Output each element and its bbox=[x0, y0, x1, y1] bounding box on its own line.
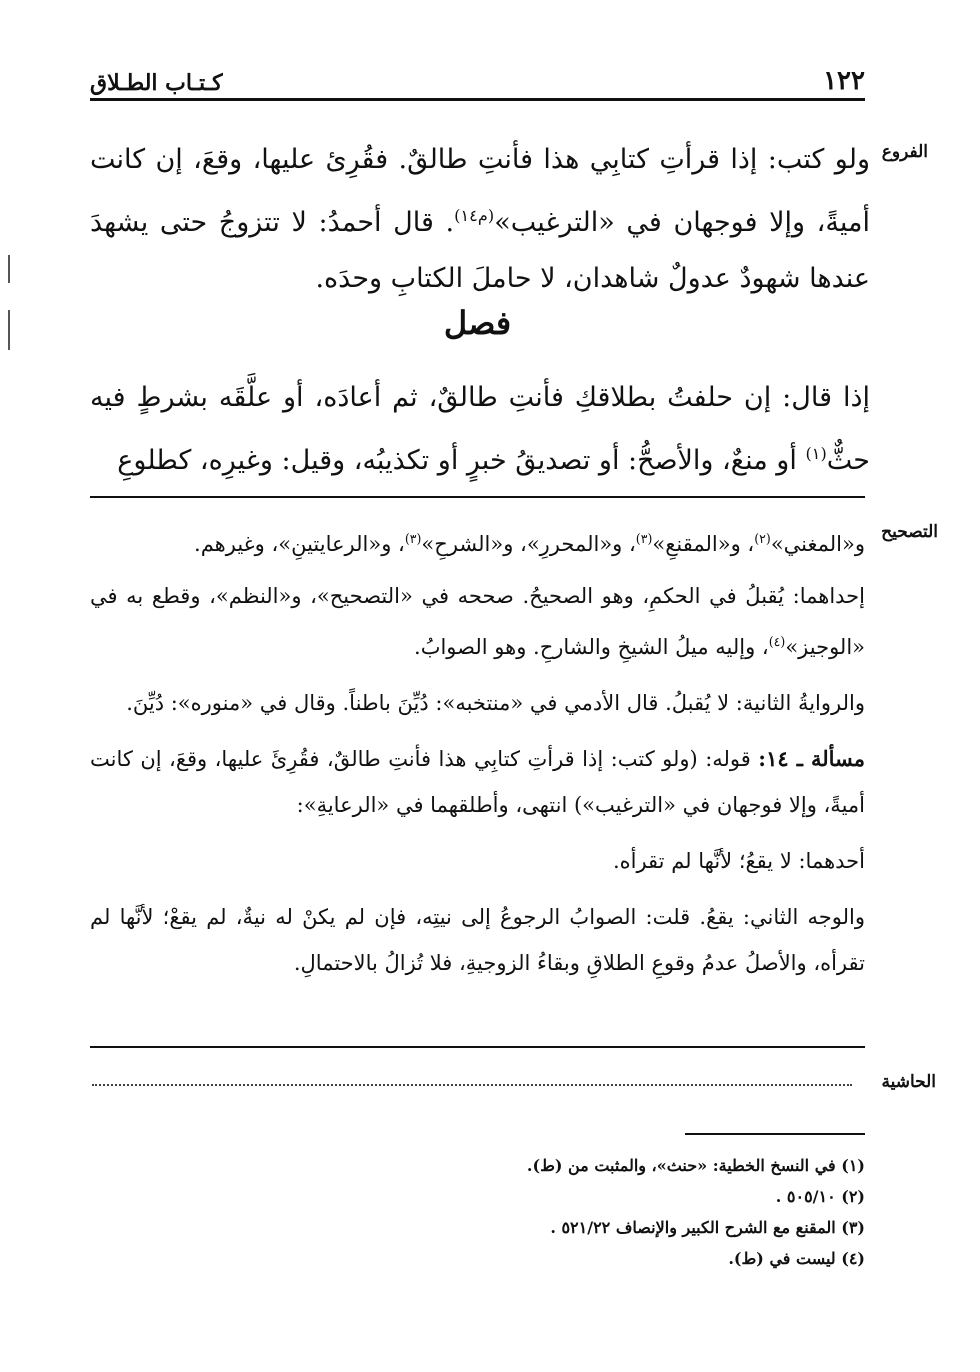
footnote-2: (٢) ٥٠٥/١٠ . bbox=[775, 1187, 865, 1206]
scan-edge-mark bbox=[8, 310, 10, 350]
section-divider bbox=[90, 496, 865, 498]
tashih-line-1-end: ، و«الرعايتينِ»، وغيرهم. bbox=[194, 532, 405, 556]
tashih-line-1-mid-2: ، و«المحررِ»، و«الشرحِ» bbox=[421, 532, 636, 556]
tashih-paragraph-2-end: ، وإليه ميلُ الشيخِ والشارحِ. وهو الصوابُ. bbox=[414, 635, 769, 659]
footnote-1: (١) في النسخ الخطية: «حنث»، والمثبت من (ط). bbox=[526, 1156, 865, 1175]
tashih-paragraph-2 bbox=[90, 573, 865, 670]
tashih-paragraph-5: أحدهما: لا يقعُ؛ لأنَّها لم تقرأه. bbox=[612, 849, 865, 873]
margin-label-tashih: التصحيح bbox=[881, 522, 938, 542]
main-paragraph-1-end: . قال أحمدُ: لا تتزوجُ حتى يشهدَ عندها شهودٌ عدولٌ شاهدان، لا حاملَ الكتابِ وحدَه. bbox=[90, 207, 870, 294]
tashih-paragraph-6: والوجه الثاني: يقعُ. قلت: الصوابُ الرجوعُ إلى نيتِه، فإن لم يكنْ له نيةٌ، لم يقعْ؛ لأنَّها لم تقرأه، والأصلُ عدمُ وقوعِ الطلاقِ وبقاءُ الزوجيةِ، فلا تُزالُ بالاحتمالِ. bbox=[90, 905, 865, 975]
footnote-4: (٤) ليست في (ط). bbox=[728, 1249, 865, 1268]
main-paragraph-2-end: أو منعٌ، والأصحُّ: أو تصديقُ خبرٍ أو تكذيبُه، وقيل: وغيرِه، كطلوعِ bbox=[117, 445, 806, 476]
header-rule bbox=[90, 98, 865, 101]
running-title: كـتـاب الطـلاق bbox=[90, 70, 223, 96]
tashih-line-1 bbox=[90, 516, 865, 567]
footnote-mark: (م١٤) bbox=[454, 206, 495, 225]
tashih-line-1-text: و«المغني» bbox=[770, 532, 865, 556]
page-number: ١٢٢ bbox=[823, 66, 865, 96]
scan-edge-mark bbox=[8, 255, 10, 283]
footnotes bbox=[300, 1150, 865, 1274]
tashih-line-1-mid: ، و«المقنعِ» bbox=[652, 532, 755, 556]
hashiya-dotted-line bbox=[92, 1084, 852, 1086]
footnote-mark: (٣) bbox=[404, 531, 422, 546]
tashih-paragraph-4 bbox=[90, 736, 865, 828]
page-header bbox=[90, 52, 865, 100]
footnote-mark: (١) bbox=[805, 444, 827, 463]
margin-label-hashiya: الحاشية bbox=[881, 1072, 936, 1092]
footnote-3: (٣) المقنع مع الشرح الكبير والإنصاف ٥٢١/٢٢ . bbox=[550, 1218, 865, 1237]
main-paragraph-2 bbox=[90, 370, 870, 489]
section-heading: فصل bbox=[443, 304, 512, 342]
footnote-mark: (٣) bbox=[635, 531, 653, 546]
main-paragraph-1-text: ولو كتب: إذا قرأتِ كتابِي هذا فأنتِ طالقٌ. فقُرِئ عليها، وقعَ، إن كانت أميةً، وإلا فوجهان في «الترغيب» bbox=[90, 144, 870, 238]
footnote-mark: (٤) bbox=[768, 634, 786, 649]
footnote-mark: (٢) bbox=[754, 531, 771, 546]
tashih-paragraph-3: والروايةُ الثانية: لا يُقبلُ. قال الأدمي في «منتخبه»: دُيِّنَ باطناً. وقال في «منوره»: دُيِّنَ. bbox=[126, 691, 865, 715]
tashih-commentary bbox=[90, 516, 865, 996]
main-paragraph-2-text: إذا قال: إن حلفتُ بطلاقكِ فأنتِ طالقٌ، ثم أعادَه، أو علَّقَه بشرطٍ فيه حثٌّ bbox=[90, 382, 870, 476]
main-text-block bbox=[90, 132, 870, 307]
masala-text: قوله: (ولو كتب: إذا قرأتِ كتابِي هذا فأنتِ طالقٌ، فقُرِئَ عليها، وقعَ، إن كانت أميةً، وإلا فوجهان في «الترغيب») انتهى، وأطلقهما في «الرعايةِ»: bbox=[90, 747, 865, 817]
main-text-block-2 bbox=[90, 370, 870, 489]
tashih-paragraph-2-text: إحداهما: يُقبلُ في الحكمِ، وهو الصحيحُ. صححه في «التصحيح»، و«النظم»، وقطع به في «الوجيز» bbox=[90, 584, 865, 659]
main-paragraph-1 bbox=[90, 132, 870, 307]
margin-label-furu: الفروع bbox=[881, 142, 928, 162]
masala-label: مسألة ـ ١٤: bbox=[758, 746, 866, 771]
section-divider bbox=[90, 1046, 865, 1048]
footnote-rule bbox=[685, 1133, 865, 1135]
